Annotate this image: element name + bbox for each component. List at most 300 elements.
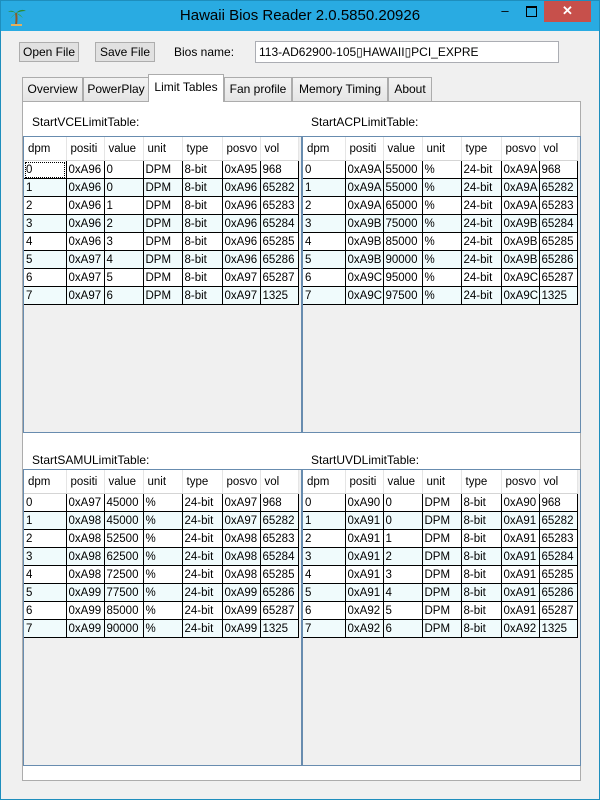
table-cell[interactable]: 8-bit bbox=[182, 287, 222, 305]
table-cell[interactable]: 0xA9A bbox=[501, 197, 539, 215]
table-cell[interactable]: 0xA98 bbox=[66, 548, 104, 566]
table-cell[interactable]: 90000 bbox=[104, 620, 143, 638]
table-cell[interactable]: 6 bbox=[303, 269, 345, 287]
table-cell[interactable]: 65285 bbox=[539, 233, 577, 251]
table-cell[interactable]: 0xA91 bbox=[501, 512, 539, 530]
table-cell[interactable]: % bbox=[143, 620, 182, 638]
table-cell[interactable]: 85000 bbox=[383, 233, 422, 251]
table-cell[interactable]: 24-bit bbox=[461, 233, 501, 251]
column-header[interactable]: posvo bbox=[501, 137, 539, 161]
table-cell[interactable]: 0xA9A bbox=[345, 197, 383, 215]
table-cell[interactable]: 24-bit bbox=[182, 494, 222, 512]
table-cell[interactable]: DPM bbox=[143, 215, 182, 233]
column-header[interactable]: posvo bbox=[222, 137, 260, 161]
table-cell[interactable]: 0xA9B bbox=[345, 233, 383, 251]
table-cell[interactable]: 1 bbox=[104, 197, 143, 215]
table-cell[interactable]: 0xA90 bbox=[501, 494, 539, 512]
bios-name-field[interactable]: 113-AD62900-105▯HAWAII▯PCI_EXPRE bbox=[255, 41, 559, 63]
table-cell[interactable]: 0xA91 bbox=[345, 566, 383, 584]
table-cell[interactable]: 6 bbox=[383, 620, 422, 638]
table-cell[interactable]: 0xA96 bbox=[66, 161, 104, 179]
table-cell[interactable]: 2 bbox=[24, 530, 66, 548]
table-cell[interactable]: 8-bit bbox=[461, 512, 501, 530]
table-cell[interactable]: 0xA97 bbox=[66, 287, 104, 305]
table-row[interactable] bbox=[303, 287, 577, 305]
table-cell[interactable]: % bbox=[422, 197, 461, 215]
table-cell[interactable]: 24-bit bbox=[461, 215, 501, 233]
table-cell[interactable]: DPM bbox=[422, 602, 461, 620]
table-cell[interactable]: 85000 bbox=[104, 602, 143, 620]
table-cell[interactable]: 0xA97 bbox=[66, 269, 104, 287]
table-cell[interactable]: 45000 bbox=[104, 494, 143, 512]
table-cell[interactable]: DPM bbox=[422, 584, 461, 602]
table-row[interactable] bbox=[24, 512, 298, 530]
table-cell[interactable]: 8-bit bbox=[182, 179, 222, 197]
column-header[interactable]: positi bbox=[345, 470, 383, 494]
table-cell[interactable]: 968 bbox=[539, 161, 577, 179]
table-cell[interactable]: DPM bbox=[143, 269, 182, 287]
table-cell[interactable]: DPM bbox=[143, 233, 182, 251]
table-cell[interactable]: 0xA9A bbox=[501, 179, 539, 197]
table-cell[interactable]: % bbox=[143, 530, 182, 548]
table-cell[interactable]: 24-bit bbox=[182, 548, 222, 566]
table-cell[interactable]: 3 bbox=[303, 548, 345, 566]
table-row[interactable] bbox=[303, 602, 577, 620]
table-cell[interactable]: DPM bbox=[422, 566, 461, 584]
table-cell[interactable]: 5 bbox=[303, 584, 345, 602]
maximize-button[interactable] bbox=[518, 1, 544, 22]
table-cell[interactable]: 0 bbox=[24, 494, 66, 512]
close-button[interactable] bbox=[544, 1, 591, 22]
table-cell[interactable]: 24-bit bbox=[182, 566, 222, 584]
table-cell[interactable]: 65285 bbox=[260, 233, 298, 251]
table-row[interactable] bbox=[24, 269, 298, 287]
table-cell[interactable]: % bbox=[422, 251, 461, 269]
table-cell[interactable]: % bbox=[422, 233, 461, 251]
column-header[interactable]: value bbox=[104, 470, 143, 494]
table-row[interactable] bbox=[24, 233, 298, 251]
table-row[interactable] bbox=[303, 584, 577, 602]
table-cell[interactable]: 65285 bbox=[539, 566, 577, 584]
table-cell[interactable]: 4 bbox=[24, 233, 66, 251]
table-row[interactable] bbox=[303, 251, 577, 269]
table-cell[interactable]: 0xA96 bbox=[66, 197, 104, 215]
column-header[interactable]: unit bbox=[422, 470, 461, 494]
table-cell[interactable]: 4 bbox=[24, 566, 66, 584]
table-cell[interactable]: 968 bbox=[539, 494, 577, 512]
table-cell[interactable]: 55000 bbox=[383, 179, 422, 197]
table-cell[interactable]: 0xA91 bbox=[501, 530, 539, 548]
table-cell[interactable]: DPM bbox=[422, 530, 461, 548]
table-cell[interactable]: 65283 bbox=[260, 197, 298, 215]
title-bar[interactable] bbox=[1, 1, 599, 31]
vce-limit-grid[interactable] bbox=[23, 136, 302, 433]
table-cell[interactable]: 65287 bbox=[260, 269, 298, 287]
table-cell[interactable]: 24-bit bbox=[461, 179, 501, 197]
table-cell[interactable]: % bbox=[422, 215, 461, 233]
table-cell[interactable]: 0xA99 bbox=[222, 602, 260, 620]
table-cell[interactable]: 24-bit bbox=[182, 584, 222, 602]
tab-limit-tables[interactable]: Limit Tables bbox=[148, 74, 224, 102]
table-cell[interactable]: 0xA9B bbox=[501, 233, 539, 251]
column-header[interactable]: dpm bbox=[303, 470, 345, 494]
table-cell[interactable]: 0xA9B bbox=[501, 251, 539, 269]
table-cell[interactable]: DPM bbox=[143, 251, 182, 269]
table-cell[interactable]: 968 bbox=[260, 161, 298, 179]
table-cell[interactable]: 6 bbox=[24, 602, 66, 620]
table-cell[interactable]: 2 bbox=[303, 530, 345, 548]
table-cell[interactable]: 3 bbox=[303, 215, 345, 233]
table-cell[interactable]: 0xA96 bbox=[66, 179, 104, 197]
table-row[interactable] bbox=[24, 215, 298, 233]
table-cell[interactable]: 0xA97 bbox=[222, 287, 260, 305]
column-header[interactable]: vol bbox=[260, 470, 298, 494]
table-cell[interactable]: 4 bbox=[383, 584, 422, 602]
table-row[interactable] bbox=[303, 530, 577, 548]
table-cell[interactable]: 65283 bbox=[539, 530, 577, 548]
table-cell[interactable]: 1 bbox=[303, 179, 345, 197]
table-cell[interactable]: 65287 bbox=[539, 602, 577, 620]
table-cell[interactable]: 0xA96 bbox=[222, 233, 260, 251]
open-file-button[interactable]: Open File bbox=[19, 42, 79, 62]
table-cell[interactable]: 0 bbox=[383, 512, 422, 530]
table-cell[interactable]: 65286 bbox=[260, 584, 298, 602]
table-cell[interactable]: 0xA9C bbox=[345, 287, 383, 305]
table-cell[interactable]: 0xA98 bbox=[66, 566, 104, 584]
table-cell[interactable]: 0xA9A bbox=[501, 161, 539, 179]
uvd-limit-grid[interactable] bbox=[302, 469, 581, 766]
table-cell[interactable]: 4 bbox=[303, 566, 345, 584]
table-cell[interactable]: 0xA96 bbox=[222, 215, 260, 233]
table-cell[interactable]: 3 bbox=[24, 215, 66, 233]
table-cell[interactable]: DPM bbox=[422, 494, 461, 512]
table-row[interactable] bbox=[303, 233, 577, 251]
table-cell[interactable]: 0xA98 bbox=[222, 530, 260, 548]
table-cell[interactable]: DPM bbox=[422, 512, 461, 530]
table-cell[interactable]: 24-bit bbox=[182, 602, 222, 620]
column-header[interactable]: posvo bbox=[501, 470, 539, 494]
table-row[interactable] bbox=[24, 251, 298, 269]
column-header[interactable]: dpm bbox=[303, 137, 345, 161]
table-cell[interactable]: DPM bbox=[143, 161, 182, 179]
table-cell[interactable]: % bbox=[143, 584, 182, 602]
table-cell[interactable]: 65282 bbox=[539, 179, 577, 197]
table-cell[interactable]: 65286 bbox=[260, 251, 298, 269]
table-cell[interactable]: 8-bit bbox=[461, 548, 501, 566]
table-row[interactable] bbox=[24, 179, 298, 197]
table-cell[interactable]: 6 bbox=[24, 269, 66, 287]
table-cell[interactable]: 24-bit bbox=[182, 530, 222, 548]
table-cell[interactable]: 3 bbox=[24, 548, 66, 566]
table-cell[interactable]: 0xA9A bbox=[345, 161, 383, 179]
table-cell[interactable]: 5 bbox=[383, 602, 422, 620]
table-cell[interactable]: 0xA91 bbox=[345, 512, 383, 530]
table-cell[interactable]: 0 bbox=[104, 179, 143, 197]
table-cell[interactable]: 65286 bbox=[539, 251, 577, 269]
table-row[interactable] bbox=[303, 548, 577, 566]
table-cell[interactable]: 77500 bbox=[104, 584, 143, 602]
table-cell[interactable]: 65287 bbox=[260, 602, 298, 620]
column-header[interactable]: value bbox=[383, 470, 422, 494]
table-cell[interactable]: 65283 bbox=[539, 197, 577, 215]
table-cell[interactable]: 52500 bbox=[104, 530, 143, 548]
table-cell[interactable]: 0xA99 bbox=[66, 620, 104, 638]
table-cell[interactable]: 0xA97 bbox=[66, 494, 104, 512]
table-cell[interactable]: 0xA98 bbox=[66, 530, 104, 548]
table-cell[interactable]: 968 bbox=[260, 494, 298, 512]
table-cell[interactable]: 0xA9C bbox=[501, 269, 539, 287]
table-cell[interactable]: 0xA98 bbox=[222, 566, 260, 584]
table-cell[interactable]: 1325 bbox=[539, 287, 577, 305]
table-cell[interactable]: 8-bit bbox=[461, 602, 501, 620]
table-cell[interactable]: 0xA9C bbox=[345, 269, 383, 287]
table-cell[interactable]: 8-bit bbox=[461, 494, 501, 512]
column-header[interactable]: positi bbox=[345, 137, 383, 161]
table-cell[interactable]: 0xA96 bbox=[222, 197, 260, 215]
table-cell[interactable]: 72500 bbox=[104, 566, 143, 584]
table-cell[interactable]: 1325 bbox=[539, 620, 577, 638]
table-row[interactable] bbox=[24, 620, 298, 638]
table-cell[interactable]: 24-bit bbox=[461, 197, 501, 215]
column-header[interactable]: dpm bbox=[24, 137, 66, 161]
table-cell[interactable]: 1325 bbox=[260, 287, 298, 305]
table-cell[interactable]: 0xA97 bbox=[222, 269, 260, 287]
table-cell[interactable]: 62500 bbox=[104, 548, 143, 566]
table-cell[interactable]: 0xA9C bbox=[501, 287, 539, 305]
table-cell[interactable]: 0xA92 bbox=[501, 620, 539, 638]
table-cell[interactable]: DPM bbox=[143, 287, 182, 305]
table-cell[interactable]: 24-bit bbox=[182, 620, 222, 638]
table-cell[interactable]: 0 bbox=[104, 161, 143, 179]
tab-memory-timing[interactable]: Memory Timing bbox=[292, 77, 388, 101]
table-row[interactable] bbox=[24, 494, 298, 512]
table-cell[interactable]: 4 bbox=[104, 251, 143, 269]
table-cell[interactable]: 8-bit bbox=[461, 566, 501, 584]
acp-limit-grid[interactable] bbox=[302, 136, 581, 433]
table-cell[interactable]: 65282 bbox=[260, 512, 298, 530]
table-cell[interactable]: 24-bit bbox=[461, 269, 501, 287]
table-cell[interactable]: % bbox=[143, 602, 182, 620]
table-cell[interactable]: 0xA9A bbox=[345, 179, 383, 197]
column-header[interactable]: unit bbox=[143, 470, 182, 494]
table-cell[interactable]: 0xA99 bbox=[66, 602, 104, 620]
table-row[interactable] bbox=[24, 602, 298, 620]
table-cell[interactable]: 5 bbox=[303, 251, 345, 269]
table-cell[interactable]: 0xA96 bbox=[66, 233, 104, 251]
table-cell[interactable]: 8-bit bbox=[461, 620, 501, 638]
table-cell[interactable]: 8-bit bbox=[461, 584, 501, 602]
table-cell[interactable]: 5 bbox=[24, 251, 66, 269]
column-header[interactable]: posvo bbox=[222, 470, 260, 494]
column-header[interactable]: positi bbox=[66, 470, 104, 494]
column-header[interactable]: type bbox=[182, 470, 222, 494]
table-cell[interactable]: 0 bbox=[303, 494, 345, 512]
table-cell[interactable]: 0xA95 bbox=[222, 161, 260, 179]
table-cell[interactable]: % bbox=[143, 548, 182, 566]
table-cell[interactable]: 65284 bbox=[539, 548, 577, 566]
table-cell[interactable]: 5 bbox=[24, 584, 66, 602]
table-cell[interactable]: 0 bbox=[303, 161, 345, 179]
table-cell[interactable]: 7 bbox=[303, 287, 345, 305]
table-cell[interactable]: 0xA91 bbox=[501, 584, 539, 602]
table-cell[interactable]: % bbox=[143, 512, 182, 530]
table-cell[interactable]: 8-bit bbox=[182, 233, 222, 251]
tab-about[interactable]: About bbox=[388, 77, 432, 101]
table-cell[interactable]: 0xA91 bbox=[501, 566, 539, 584]
column-header[interactable]: type bbox=[461, 470, 501, 494]
table-cell[interactable]: DPM bbox=[143, 179, 182, 197]
samu-limit-grid[interactable] bbox=[23, 469, 302, 766]
table-cell[interactable]: 1 bbox=[303, 512, 345, 530]
table-row[interactable] bbox=[24, 548, 298, 566]
table-cell[interactable]: 65284 bbox=[539, 215, 577, 233]
table-row[interactable] bbox=[303, 215, 577, 233]
column-header[interactable]: unit bbox=[422, 137, 461, 161]
table-cell[interactable]: 45000 bbox=[104, 512, 143, 530]
table-cell[interactable]: 0xA97 bbox=[66, 251, 104, 269]
table-cell[interactable]: 65287 bbox=[539, 269, 577, 287]
column-header[interactable]: type bbox=[182, 137, 222, 161]
table-cell[interactable]: DPM bbox=[422, 620, 461, 638]
table-cell[interactable]: 8-bit bbox=[182, 161, 222, 179]
tab-fan-profile[interactable]: Fan profile bbox=[224, 77, 292, 101]
table-cell[interactable]: 0xA91 bbox=[345, 548, 383, 566]
table-cell[interactable]: 3 bbox=[383, 566, 422, 584]
table-row[interactable] bbox=[303, 179, 577, 197]
table-cell[interactable]: 0xA99 bbox=[222, 620, 260, 638]
table-cell[interactable]: 0xA9B bbox=[345, 215, 383, 233]
table-cell[interactable]: 8-bit bbox=[182, 197, 222, 215]
table-cell[interactable]: 24-bit bbox=[461, 287, 501, 305]
table-cell[interactable]: 65284 bbox=[260, 215, 298, 233]
table-cell[interactable]: 65282 bbox=[260, 179, 298, 197]
table-cell[interactable]: 0xA99 bbox=[222, 584, 260, 602]
table-cell[interactable]: 65283 bbox=[260, 530, 298, 548]
table-cell[interactable]: 0xA9B bbox=[501, 215, 539, 233]
tab-overview[interactable]: Overview bbox=[22, 77, 83, 101]
column-header[interactable]: vol bbox=[260, 137, 298, 161]
table-cell[interactable]: 8-bit bbox=[182, 269, 222, 287]
table-row[interactable] bbox=[24, 566, 298, 584]
table-row[interactable] bbox=[303, 161, 577, 179]
table-cell[interactable]: 0 bbox=[383, 494, 422, 512]
table-cell[interactable]: 65284 bbox=[260, 548, 298, 566]
table-cell[interactable]: % bbox=[143, 494, 182, 512]
table-cell[interactable]: 24-bit bbox=[461, 251, 501, 269]
minimize-button[interactable] bbox=[492, 1, 518, 22]
table-cell[interactable]: 24-bit bbox=[461, 161, 501, 179]
table-cell[interactable]: 0 bbox=[24, 161, 66, 179]
table-cell[interactable]: 3 bbox=[104, 233, 143, 251]
table-cell[interactable]: DPM bbox=[143, 197, 182, 215]
table-cell[interactable]: % bbox=[422, 161, 461, 179]
table-cell[interactable]: 8-bit bbox=[461, 530, 501, 548]
column-header[interactable]: type bbox=[461, 137, 501, 161]
table-cell[interactable]: 7 bbox=[24, 620, 66, 638]
column-header[interactable]: unit bbox=[143, 137, 182, 161]
table-cell[interactable]: 6 bbox=[303, 602, 345, 620]
table-cell[interactable]: 0xA97 bbox=[222, 512, 260, 530]
table-cell[interactable]: 75000 bbox=[383, 215, 422, 233]
table-cell[interactable]: 97500 bbox=[383, 287, 422, 305]
column-header[interactable]: vol bbox=[539, 137, 577, 161]
table-row[interactable] bbox=[24, 584, 298, 602]
column-header[interactable]: vol bbox=[539, 470, 577, 494]
table-cell[interactable]: 1 bbox=[24, 512, 66, 530]
table-cell[interactable]: 0xA96 bbox=[66, 215, 104, 233]
table-cell[interactable]: 4 bbox=[303, 233, 345, 251]
table-row[interactable] bbox=[24, 287, 298, 305]
table-cell[interactable]: 0xA98 bbox=[222, 548, 260, 566]
table-row[interactable] bbox=[303, 269, 577, 287]
table-cell[interactable]: 65285 bbox=[260, 566, 298, 584]
table-row[interactable] bbox=[303, 566, 577, 584]
table-cell[interactable]: 65286 bbox=[539, 584, 577, 602]
table-row[interactable] bbox=[24, 161, 298, 179]
table-cell[interactable]: 2 bbox=[303, 197, 345, 215]
table-cell[interactable]: 65000 bbox=[383, 197, 422, 215]
table-cell[interactable]: 7 bbox=[24, 287, 66, 305]
table-cell[interactable]: 24-bit bbox=[182, 512, 222, 530]
table-row[interactable] bbox=[303, 620, 577, 638]
table-row[interactable] bbox=[303, 197, 577, 215]
table-cell[interactable]: 0xA97 bbox=[222, 494, 260, 512]
table-cell[interactable]: 90000 bbox=[383, 251, 422, 269]
tab-powerplay[interactable]: PowerPlay bbox=[83, 77, 149, 101]
table-cell[interactable]: DPM bbox=[422, 548, 461, 566]
table-cell[interactable]: 0xA92 bbox=[345, 620, 383, 638]
table-cell[interactable]: 0xA91 bbox=[345, 584, 383, 602]
table-cell[interactable]: 7 bbox=[303, 620, 345, 638]
table-cell[interactable]: 0xA99 bbox=[66, 584, 104, 602]
table-cell[interactable]: 2 bbox=[104, 215, 143, 233]
table-cell[interactable]: 0xA96 bbox=[222, 179, 260, 197]
table-cell[interactable]: 5 bbox=[104, 269, 143, 287]
table-cell[interactable]: % bbox=[422, 287, 461, 305]
table-row[interactable] bbox=[303, 512, 577, 530]
table-cell[interactable]: % bbox=[422, 269, 461, 287]
column-header[interactable]: dpm bbox=[24, 470, 66, 494]
table-cell[interactable]: 2 bbox=[24, 197, 66, 215]
column-header[interactable]: positi bbox=[66, 137, 104, 161]
table-cell[interactable]: 55000 bbox=[383, 161, 422, 179]
table-cell[interactable]: % bbox=[143, 566, 182, 584]
table-cell[interactable]: 0xA9B bbox=[345, 251, 383, 269]
save-file-button[interactable]: Save File bbox=[95, 42, 155, 62]
table-cell[interactable]: 0xA98 bbox=[66, 512, 104, 530]
table-cell[interactable]: 0xA92 bbox=[345, 602, 383, 620]
table-cell[interactable]: 65282 bbox=[539, 512, 577, 530]
table-cell[interactable]: 8-bit bbox=[182, 251, 222, 269]
table-cell[interactable]: 95000 bbox=[383, 269, 422, 287]
table-cell[interactable]: 0xA91 bbox=[501, 548, 539, 566]
table-cell[interactable]: 0xA91 bbox=[345, 530, 383, 548]
table-cell[interactable]: 0xA90 bbox=[345, 494, 383, 512]
table-cell[interactable]: 8-bit bbox=[182, 215, 222, 233]
table-row[interactable] bbox=[24, 530, 298, 548]
table-row[interactable] bbox=[24, 197, 298, 215]
table-cell[interactable]: 1 bbox=[24, 179, 66, 197]
table-cell[interactable]: 2 bbox=[383, 548, 422, 566]
column-header[interactable]: value bbox=[104, 137, 143, 161]
column-header[interactable]: value bbox=[383, 137, 422, 161]
table-cell[interactable]: % bbox=[422, 179, 461, 197]
table-cell[interactable]: 1 bbox=[383, 530, 422, 548]
table-row[interactable] bbox=[303, 494, 577, 512]
table-cell[interactable]: 0xA91 bbox=[501, 602, 539, 620]
table-cell[interactable]: 0xA96 bbox=[222, 251, 260, 269]
table-cell[interactable]: 1325 bbox=[260, 620, 298, 638]
